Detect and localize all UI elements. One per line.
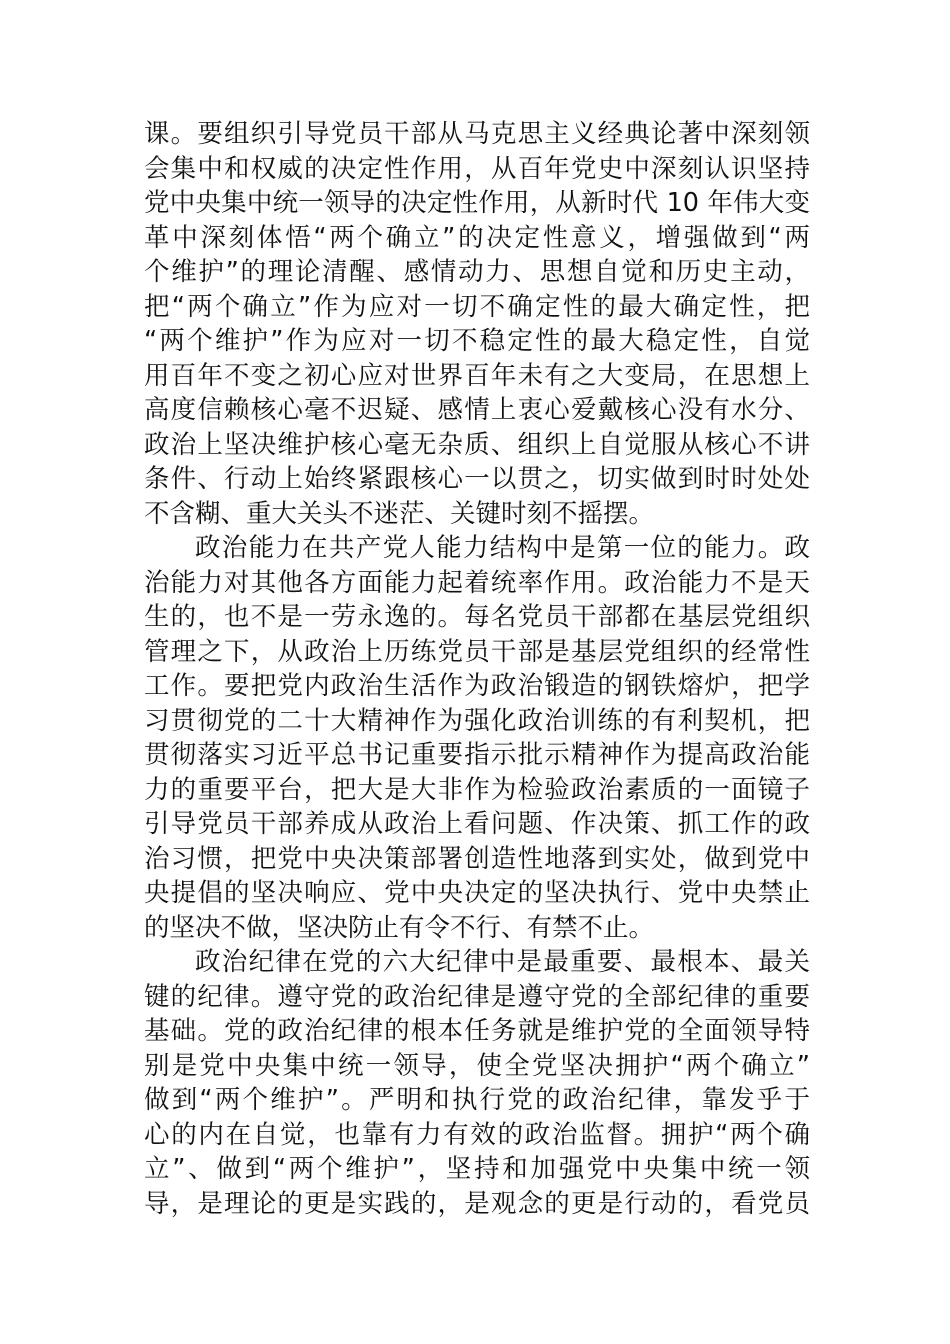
text-line: 政治能力在共产党人能力结构中是第一位的能力。政 (195, 533, 810, 563)
text-line: 政治上坚决维护核心毫无杂质、组织上自觉服从核心不讲 (144, 429, 810, 460)
text-line: 革中深刻体悟“两个确立”的决定性意义，增强做到“两 (144, 222, 810, 253)
text-line: 治能力对其他各方面能力起着统率作用。政治能力不是天 (144, 567, 810, 598)
text-line: 立”、做到“两个维护”，坚持和加强党中央集中统一领 (144, 1154, 810, 1184)
text-line: 不含糊、重大关头不迷茫、关键时刻不摇摆。 (144, 498, 655, 529)
text-line: 习贯彻党的二十大精神作为强化政治训练的有利契机，把 (144, 705, 810, 736)
text-line: 力的重要平台，把大是大非作为检验政治素质的一面镜子 (144, 774, 810, 805)
document-body (144, 117, 810, 1221)
text-line: 政治纪律在党的六大纪律中是最重要、最根本、最关 (195, 947, 810, 977)
text-line: 键的纪律。遵守党的政治纪律是遵守党的全部纪律的重要 (144, 981, 810, 1012)
text-line: 生的，也不是一劳永逸的。每名党员干部都在基层党组织 (144, 602, 810, 632)
text-line: “两个维护”作为应对一切不稳定性的最大稳定性，自觉 (144, 326, 810, 356)
text-line: 条件、行动上始终紧跟核心一以贯之，切实做到时时处处 (144, 464, 810, 494)
text-line: 用百年不变之初心应对世界百年未有之大变局，在思想上 (144, 360, 810, 391)
text-line: 的坚决不做，坚决防止有令不行、有禁不止。 (144, 912, 655, 943)
text-line: 央提倡的坚决响应、党中央决定的坚决执行、党中央禁止 (144, 878, 810, 908)
text-line: 高度信赖核心毫不迟疑、感情上衷心爱戴核心没有水分、 (144, 395, 810, 425)
text-line: 别是党中央集中统一领导，使全党坚决拥护“两个确立” (144, 1050, 810, 1081)
text-line: 会集中和权威的决定性作用，从百年党史中深刻认识坚持 (144, 153, 810, 184)
text-line: 基础。党的政治纪律的根本任务就是维护党的全面领导特 (144, 1016, 810, 1046)
text-line: 贯彻落实习近平总书记重要指示批示精神作为提高政治能 (144, 740, 810, 770)
text-line: 工作。要把党内政治生活作为政治锻造的钢铁熔炉，把学 (144, 671, 810, 701)
text-line: 引导党员干部养成从政治上看问题、作决策、抓工作的政 (144, 809, 810, 839)
text-line: 课。要组织引导党员干部从马克思主义经典论著中深刻领 (144, 119, 810, 149)
text-line: 做到“两个维护”。严明和执行党的政治纪律，靠发乎于 (144, 1085, 810, 1115)
text-line: 管理之下，从政治上历练党员干部是基层党组织的经常性 (144, 636, 810, 667)
text-line: 治习惯，把党中央决策部署创造性地落到实处，做到党中 (144, 843, 810, 874)
text-line: 党中央集中统一领导的决定性作用，从新时代 10 年伟大变 (144, 188, 810, 218)
text-line: 心的内在自觉，也靠有力有效的政治监督。拥护“两个确 (144, 1119, 810, 1150)
text-line: 个维护”的理论清醒、感情动力、思想自觉和历史主动， (144, 257, 810, 287)
text-line: 把“两个确立”作为应对一切不确定性的最大确定性，把 (144, 291, 810, 322)
text-line: 导，是理论的更是实践的，是观念的更是行动的，看党员 (144, 1188, 810, 1219)
